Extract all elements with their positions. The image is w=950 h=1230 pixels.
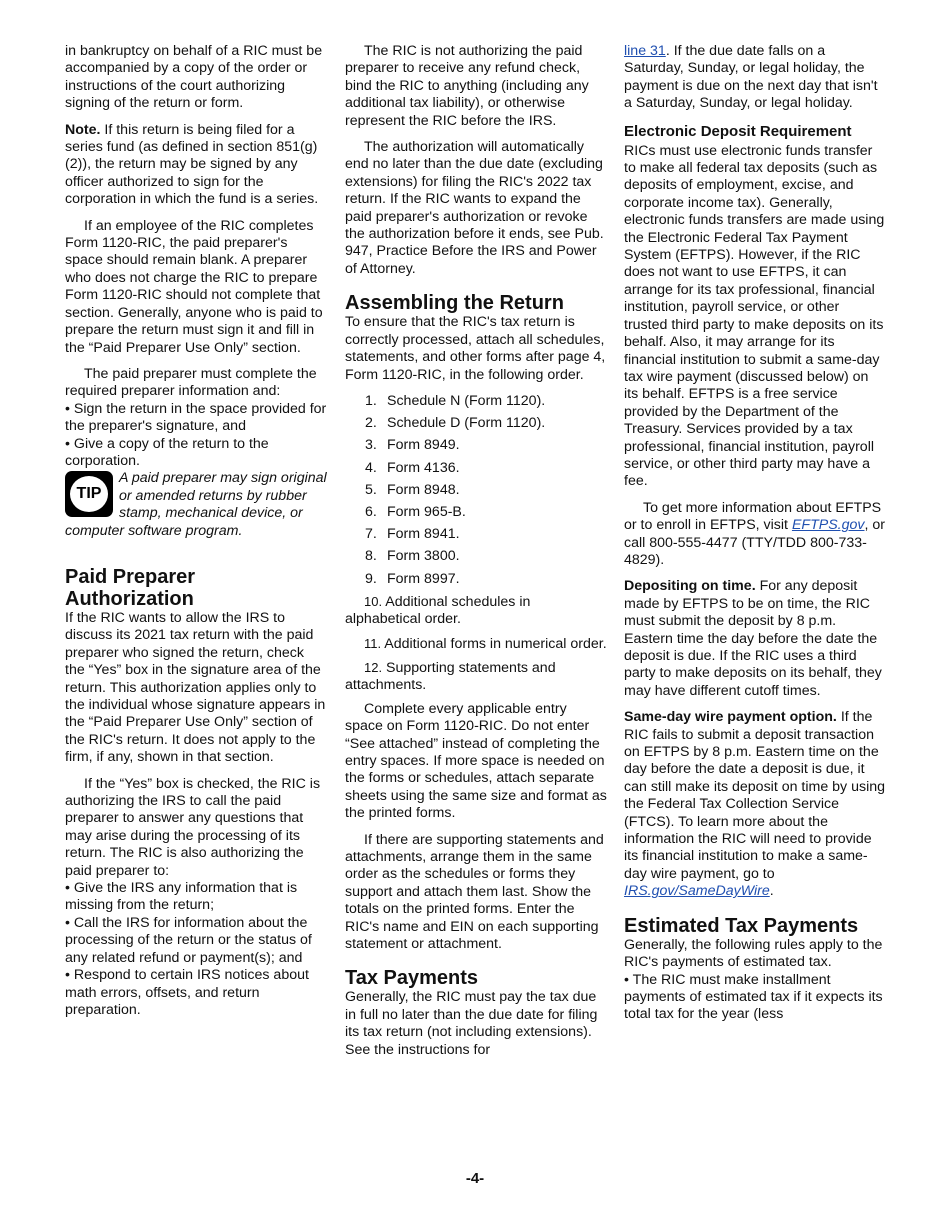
tip-text: A paid preparer may sign original or amended returns by rubber stamp, mechanical device, or computer software program. [65,470,327,539]
list-item: 9. Form 8997. [365,570,460,587]
note-paragraph [65,122,327,209]
list-item: 4. Form 4136. [365,459,460,476]
list-item: 3. Form 8949. [365,437,460,454]
list-item: 8. Form 3800. [365,548,460,565]
section-heading-paid-preparer-authorization: Paid Preparer Authorization [65,565,196,610]
section-heading-tax-payments: Tax Payments [345,967,479,990]
bullet-item: • Sign the return in the space provided for the preparer's signature, and [65,400,327,435]
paragraph: If the “Yes” box is checked, the RIC is authorizing the IRS to call the paid preparer to answer any questions that may arise during the processing of its return. The RIC is also authorizing the paid preparer to: [65,775,321,879]
same-day-wire-label: Same-day wire payment option. [624,709,837,726]
bullet-item: • Call the IRS for information about the processing of the return or the status of any related refund or payment(s); and [65,914,312,966]
paragraph: To ensure that the RIC's tax return is correctly processed, attach all schedules, statements, and other forms after page 4, Form 1120-RIC, in the following order. [345,314,606,383]
paragraph: The authorization will automatically end no later than the due date (excluding extensions) for filing the RIC's 2022 tax return. If the RIC wants to expand the paid preparer's authorization or revoke the authorization before it ends, see Pub. 947, Practice Before the IRS and Power of Attorney. [345,139,604,277]
paragraph: If there are supporting statements and attachments, arrange them in the same order as the schedules or forms they support and attach them last. Show the totals on the printed forms. Enter the RIC's name and EIN on each supporting statement or attachment. [345,831,604,953]
list-item: 12. Supporting statements and attachments. [345,659,556,694]
depositing-on-time-label: Depositing on time. [624,578,756,595]
tip-icon: TIP [65,471,113,517]
list-item: 5. Form 8948. [365,481,460,498]
paragraph: line 31. If the due date falls on a Saturday, Sunday, or legal holiday, the payment is due on the next day that isn't a Saturday, Sunday, or legal holiday. [624,43,878,112]
paragraph: RICs must use electronic funds transfer to make all federal tax deposits (such as deposits of employment, excise, and corporate income tax). Generally, electronic funds transfers are made using the Electronic Federal Tax Payment System (EFTPS). However, if the RIC does not want to use EFTPS, it can arrange for its tax professional, financial institution, payroll service, or other trusted third party to make deposits on its behalf. Also, it may arrange for its financial institution to submit a same-day tax wire payment (discussed below) on its behalf. EFTPS is a free service provided by the Department of the Treasury. Services provided by a tax professional, financial institution, payroll service, or other third party may have a fee. [624,142,885,490]
paragraph: The RIC is not authorizing the paid preparer to receive any refund check, bind the RIC to anything (including any additional tax liability), or otherwise represent the RIC before the IRS. [345,43,589,129]
column-3 [624,43,886,1024]
paragraph: Complete every applicable entry space on Form 1120-RIC. Do not enter “See attached” instead of completing the entry spaces. If more space is needed on the forms or schedules, attach separate sheets using the same size and format as the printed forms. [345,700,607,822]
paragraph: The paid preparer must complete the required preparer information and: [65,365,317,400]
list-item: 6. Form 965-B. [365,503,466,520]
page-number: -4- [465,1170,485,1187]
same-day-wire-link[interactable]: IRS.gov/SameDayWire [624,883,770,900]
paragraph: If the RIC wants to allow the IRS to discuss its 2021 tax return with the paid preparer who signed the return, check the “Yes” box in the signature area of the return. This authorization applies only to the individual whose signature appears in the “Paid Preparer Use Only” section of the RIC's return. It does not apply to the firm, if any, shown in that section. [65,609,326,766]
bullet-item: • Respond to certain IRS notices about math errors, offsets, and return preparation. [65,967,309,1018]
paragraph: To get more information about EFTPS or to enroll in EFTPS, visit EFTPS.gov, or call 800-555-4477 (TTY/TDD 800-733-4829). [624,499,885,568]
bullet-item: • Give the IRS any information that is missing from the return; [65,880,298,914]
section-heading-assembling-the-return: Assembling the Return [345,292,564,315]
note-text: If this return is being filed for a series fund (as defined in section 851(g)(2)), the return may be signed by any officer authorized to sign for the corporation in which the fund is a series. [65,121,319,208]
paragraph: Generally, the following rules apply to the RIC's payments of estimated tax. [624,936,883,971]
column-2 [345,43,607,1068]
tip-box [65,470,327,540]
column-1 [65,43,327,1019]
list-item: 1. Schedule N (Form 1120). [365,392,546,409]
subheading-electronic-deposit-requirement: Electronic Deposit Requirement [624,122,852,140]
list-item: 10. Additional schedules in alphabetical order. [345,593,531,628]
paragraph: Depositing on time. For any deposit made by EFTPS to be on time, the RIC must submit the deposit by 8 p.m. Eastern time the day before the date the deposit is due. If the RIC uses a third party to make deposits on its behalf, they may have different cutoff times. [624,578,882,699]
section-heading-estimated-tax-payments: Estimated Tax Payments [624,914,859,937]
list-item: 2. Schedule D (Form 1120). [365,415,546,432]
paragraph: If an employee of the RIC completes Form 1120-RIC, the paid preparer's space should remain blank. A preparer who does not charge the RIC to prepare Form 1120-RIC should not complete that section. Generally, anyone who is paid to prepare the return must sign it and fill in the “Paid Preparer Use Only” section. [65,217,323,356]
attachment-order-list [345,393,607,588]
line-31-link[interactable]: line 31 [624,43,666,59]
note-label: Note. [65,121,101,138]
eftps-link[interactable]: EFTPS.gov [791,517,865,534]
paragraph: Generally, the RIC must pay the tax due in full no later than the due date for filing its tax return (not including extensions). See the instructions for [345,989,598,1058]
list-item: 7. Form 8941. [365,526,460,543]
paragraph: in bankruptcy on behalf of a RIC must be accompanied by a copy of the order or instructions of the court authorizing signing of the return or form. [65,43,323,112]
paragraph: Same-day wire payment option. If the RIC fails to submit a deposit transaction on EFTPS by 8 p.m. Eastern time on the day before the date a deposit is due, it can still make its deposit on time by using the Federal Tax Collection Service (FTCS). To learn more about the information the RIC will need to provide its financial institution to make a same-day wire payment, go to IRS.gov/SameDayWire. [624,709,886,900]
list-item: 11. Additional forms in numerical order. [364,635,607,652]
bullet-item: • Give a copy of the return to the corporation. [65,435,269,469]
bullet-item: • The RIC must make installment payments of estimated tax if it expects its total tax for the year (less [624,971,883,1023]
